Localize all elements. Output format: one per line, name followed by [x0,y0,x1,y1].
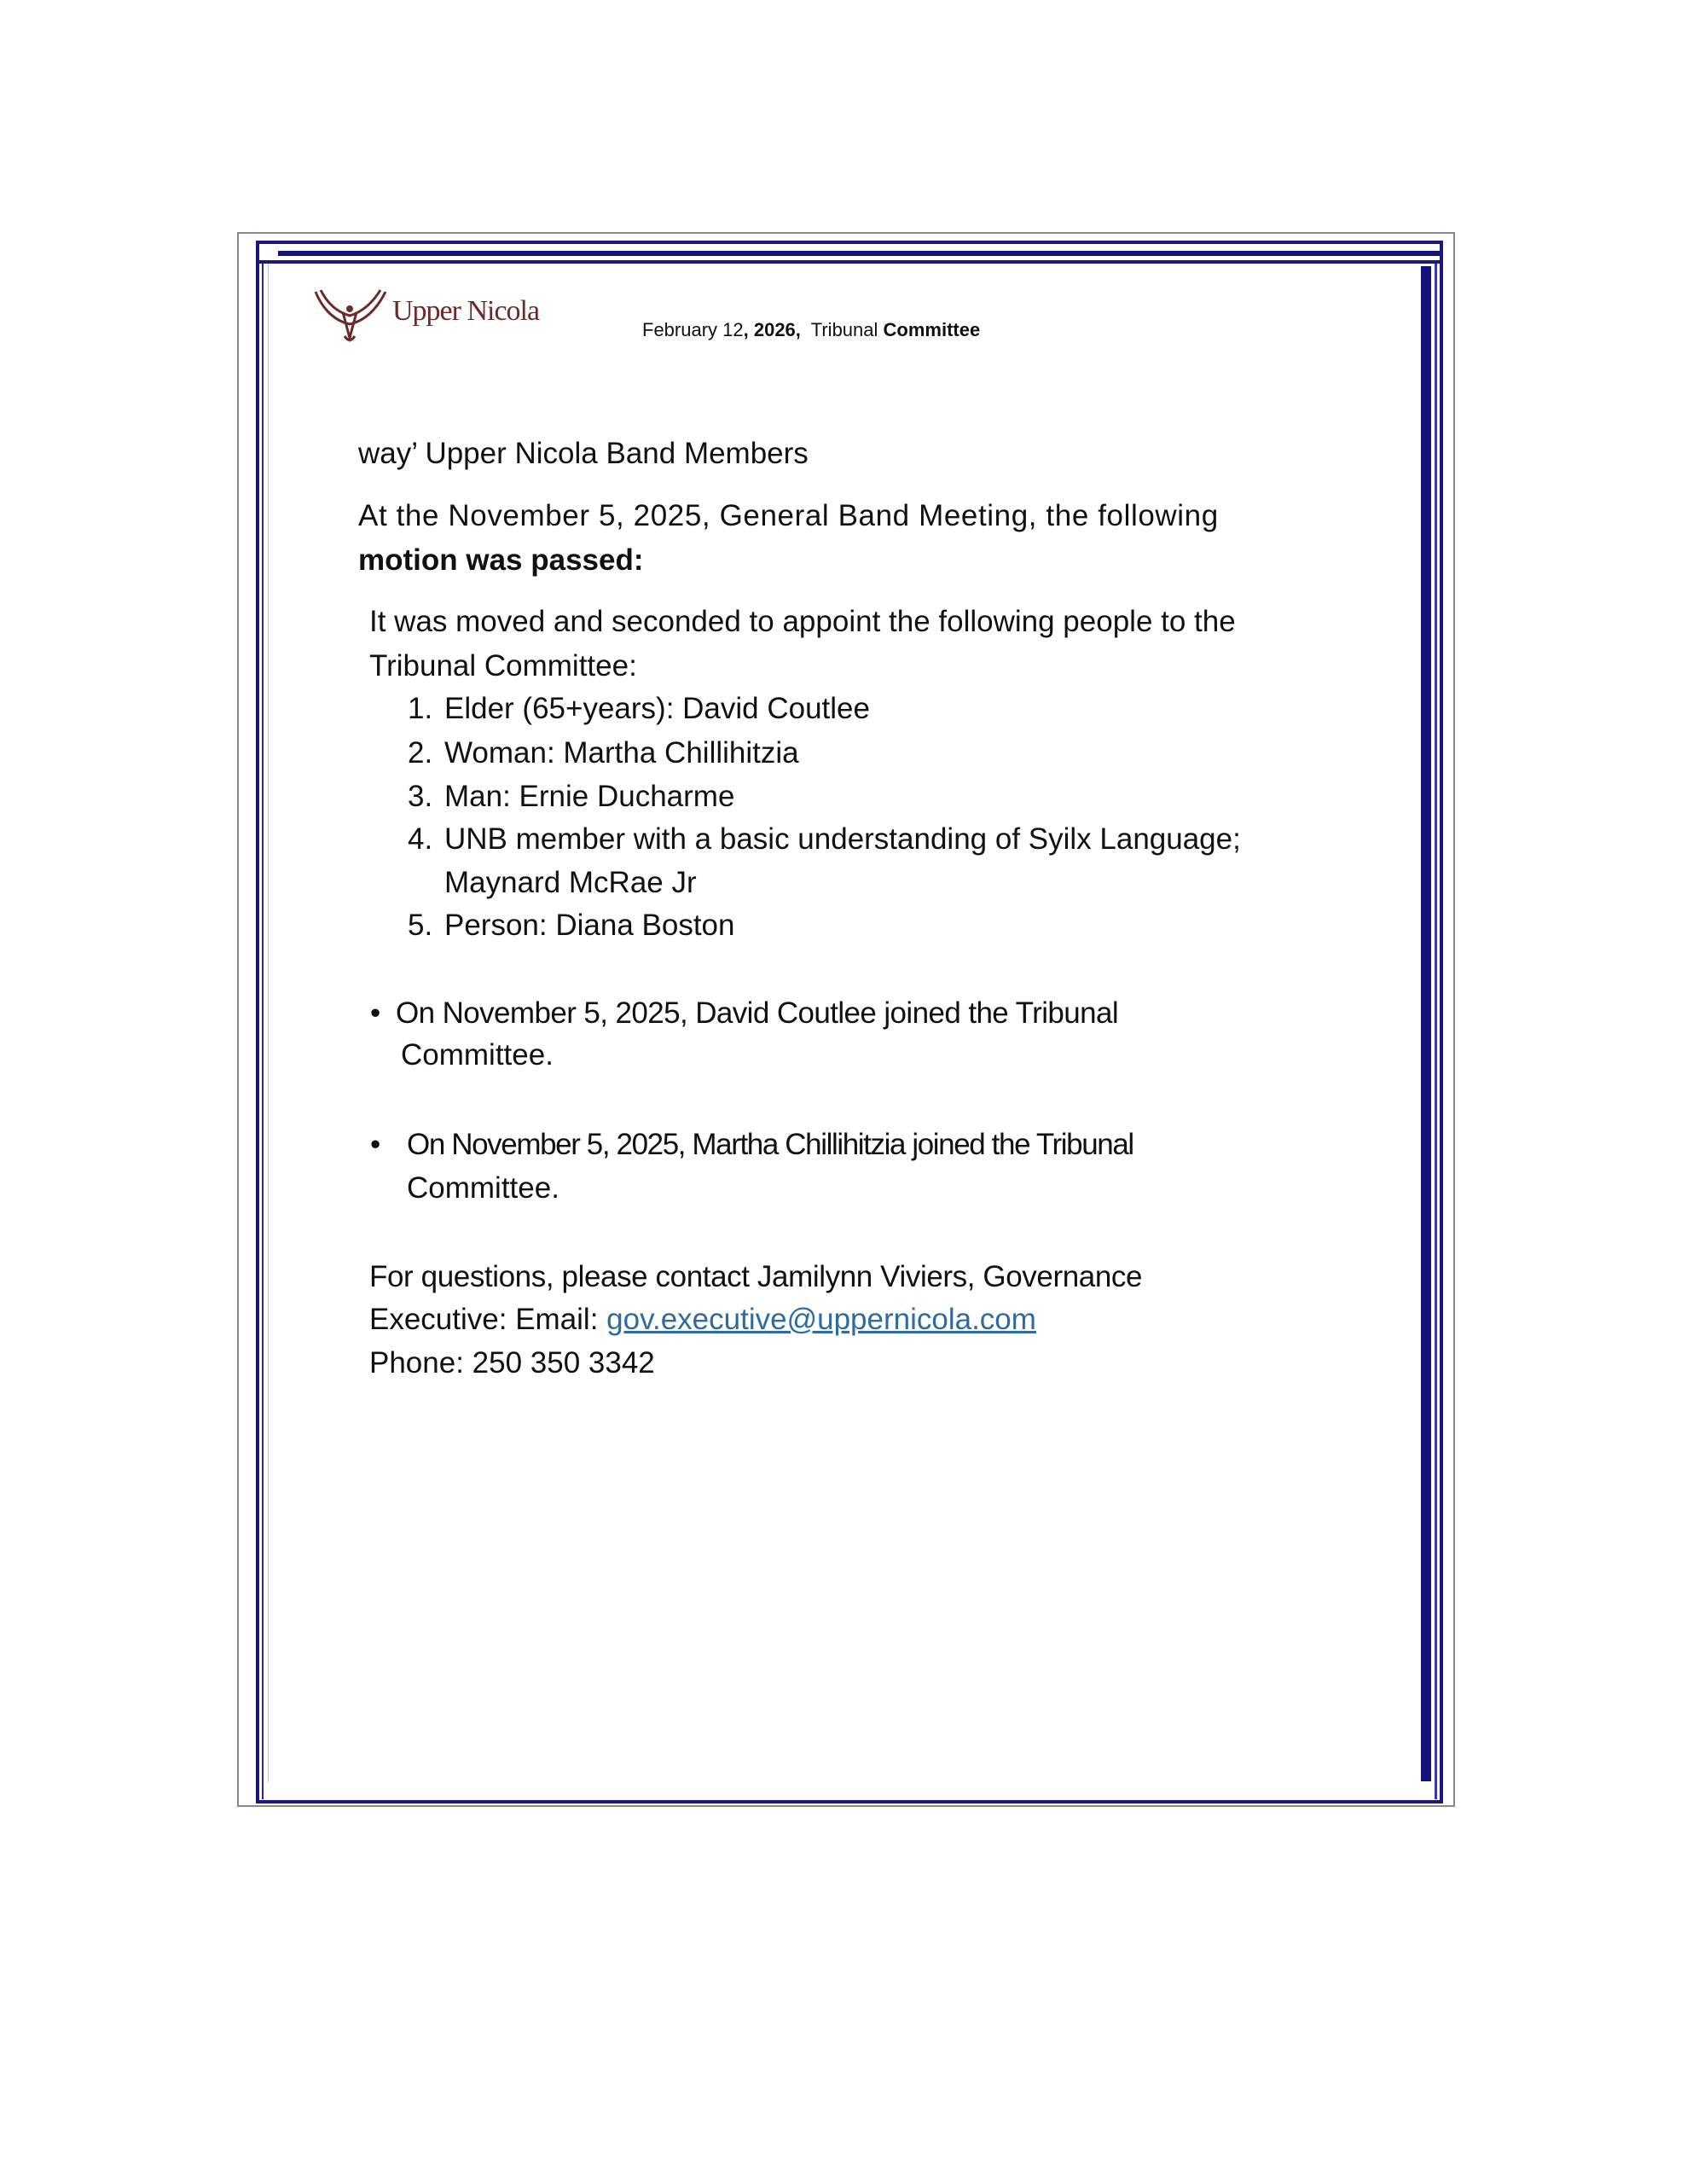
header-date: February 12 [642,319,744,340]
contact-email-label: Executive: Email: [369,1303,607,1336]
list-text: Elder (65+years): David Coutlee [444,692,870,725]
header-date-line [642,319,980,341]
list-item [408,909,735,943]
eagle-logo-icon [312,287,391,343]
bullet-2-line-1: On November 5, 2025, Martha Chillihitzia joined the Tribunal [407,1128,1133,1161]
contact-email-link[interactable]: gov.executive@uppernicola.com [606,1303,1036,1336]
logo [312,287,542,343]
motion-line-1: It was moved and seconded to appoint the following people to the [369,605,1236,638]
list-text: Woman: Martha Chillihitzia [444,736,799,770]
greeting: way’ Upper Nicola Band Members [358,437,809,470]
list-item [408,736,799,770]
intro-line-1: At the November 5, 2025, General Band Meeting, the following [358,499,1219,532]
contact-line-1: For questions, please contact Jamilynn Viviers, Governance [369,1260,1143,1293]
header-committee: Committee [883,319,981,340]
list-number: 4. [408,822,433,856]
frame-top-line [256,260,1441,264]
list-item [408,822,1241,857]
header-dept: Tribunal [810,319,878,340]
list-item [408,692,870,726]
bullet-1-line-2: Committee. [401,1038,554,1072]
frame-right-line [1435,264,1437,1799]
header-year: , 2026, [743,319,801,340]
contact-phone: Phone: 250 350 3342 [369,1346,655,1380]
logo-text: Upper Nicola [392,295,540,327]
intro-line-2: motion was passed: [358,543,644,577]
contact-line-2 [369,1303,1036,1337]
list-number: 5. [408,909,433,942]
list-text: Person: Diana Boston [444,909,735,942]
frame-top-bar [278,251,1440,256]
bullet-icon: • [370,1128,381,1161]
list-number: 2. [408,736,433,770]
bullet-2-line-2: Committee. [407,1171,559,1205]
frame-left-faint-line [268,264,269,1782]
motion-line-2: Tribunal Committee: [369,649,637,682]
bullet-icon: • [370,996,381,1030]
frame-right-bar [1421,266,1431,1781]
list-item-continuation: Maynard McRae Jr [444,866,697,899]
list-number: 1. [408,692,433,725]
list-number: 3. [408,780,433,813]
frame-left-line [262,264,264,1799]
list-text: UNB member with a basic understanding of Syilx Language; [444,822,1241,856]
list-item [408,780,735,814]
bullet-1-line-1: On November 5, 2025, David Coutlee joined the Tribunal [396,996,1119,1030]
list-text: Man: Ernie Ducharme [444,780,735,813]
